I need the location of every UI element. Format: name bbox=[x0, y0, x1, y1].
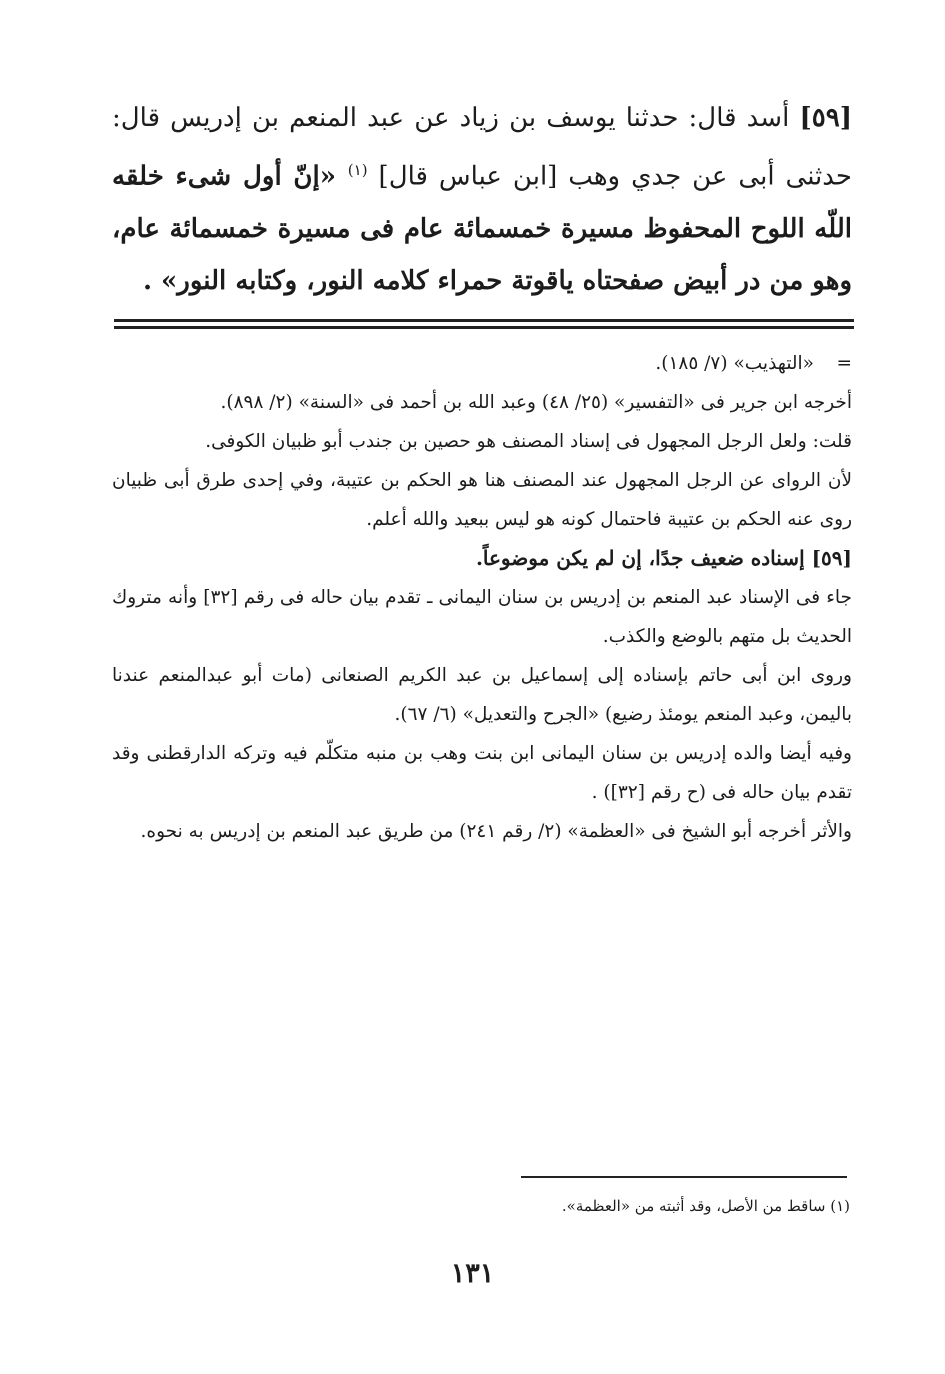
note-paragraph: وروى ابن أبى حاتم بإسناده إلى إسماعيل بن عبد الكريم الصنعانى (مات أبو عبدالمنعم عندنا باليمن، وعبد المنعم يومئذ رضيع) «الجرح والتعديل» (٦/ ٦٧). bbox=[112, 665, 852, 725]
section-divider-double-rule bbox=[114, 319, 854, 329]
footnote-divider bbox=[521, 1176, 847, 1178]
note-paragraph: والأثر أخرجه أبو الشيخ فى «العظمة» (٢/ رقم ٢٤١) من طريق عبد المنعم بن إدريس به نحوه. bbox=[140, 821, 852, 842]
note-paragraph: قلت: ولعل الرجل المجهول فى إسناد المصنف هو حصين بن جندب أبو ظبيان الكوفى. bbox=[205, 431, 852, 452]
page-number: ١٣١ bbox=[450, 1258, 495, 1289]
footnote-reference: (١) bbox=[347, 161, 368, 179]
note-text: «التهذيب» (٧/ ١٨٥). bbox=[655, 353, 814, 374]
isnad-text: أسد قال: حدثنا يوسف بن زياد عن عبد المنعم بن إدريس قال: حدثنى أبى عن جدي وهب [ابن عباس قال] bbox=[112, 103, 852, 192]
note-paragraph: جاء فى الإسناد عبد المنعم بن إدريس بن سنان اليمانى ـ تقدم بيان حاله فى رقم [٣٢] وأنه متروك الحديث بل متهم بالوضع والكذب. bbox=[112, 587, 852, 647]
note-paragraph: أخرجه ابن جرير فى «التفسير» (٢٥/ ٤٨) وعبد الله بن أحمد فى «السنة» (٢/ ٨٩٨). bbox=[220, 392, 852, 413]
note-heading: [٥٩] إسناده ضعيف جدًا، إن لم يكن موضوعاً. bbox=[475, 546, 852, 570]
footnote: (١) ساقط من الأصل، وقد أثبته من «العظمة». bbox=[561, 1197, 850, 1215]
note-paragraph: وفيه أيضا والده إدريس بن سنان اليمانى ابن بنت وهب بن منبه متكلّم فيه وتركه الدارقطنى وقد تقدم بيان حاله فى (ح رقم [٣٢]) . bbox=[112, 743, 852, 803]
note-paragraph: لأن الرواى عن الرجل المجهول عند المصنف هنا هو الحكم بن عتيبة، وفي إحدى طرق أبى ظبيان روى عنه الحكم بن عتيبة فاحتمال كونه هو ليس ببعيد والله أعلم. bbox=[112, 470, 852, 530]
matn-text: «إنّ أول شىء خلقه اللّه اللوح المحفوظ مسيرة خمسمائة عام فى مسيرة خمسمائة عام، وهو من در أبيض صفحتاه ياقوتة حمراء كلامه النور، وكتابه النور» . bbox=[112, 161, 852, 296]
note-continuation bbox=[112, 344, 852, 383]
main-text-block bbox=[112, 92, 852, 307]
entry-number: [٥٩] bbox=[799, 103, 852, 133]
commentary-notes bbox=[112, 344, 852, 851]
continuation-marker: = bbox=[836, 353, 852, 374]
